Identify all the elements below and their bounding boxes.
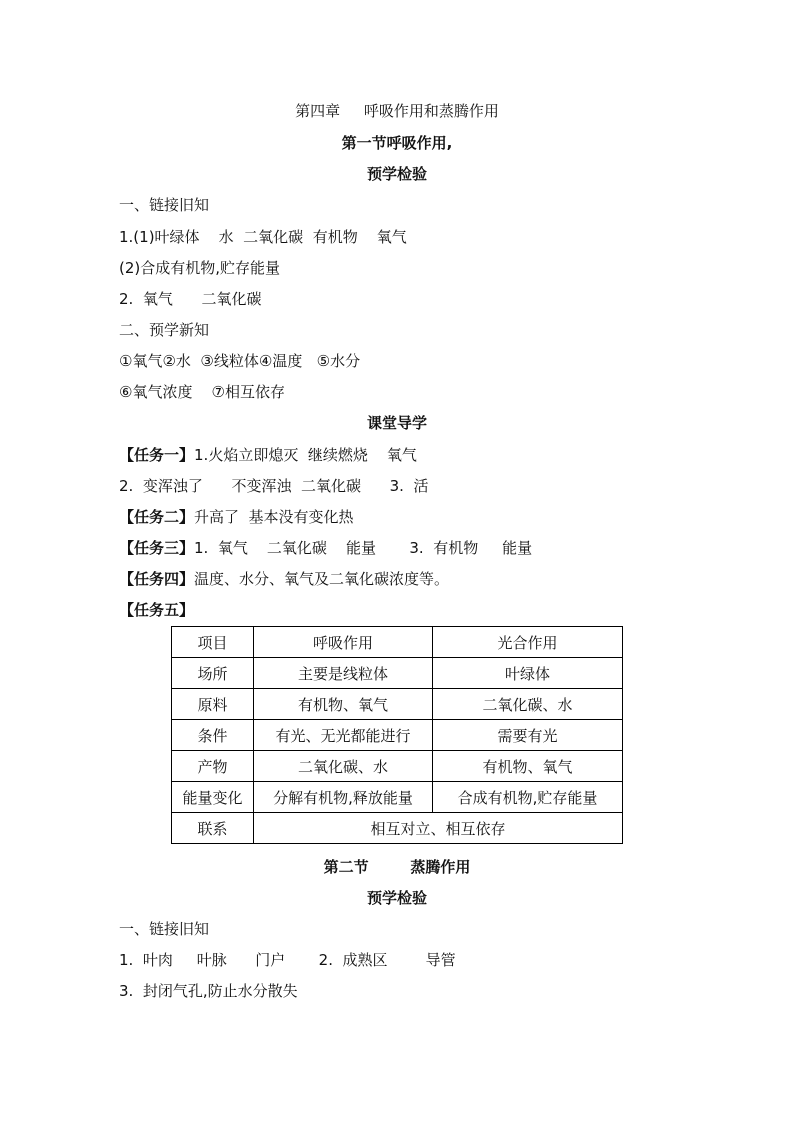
task-1 <box>119 445 417 465</box>
table-cell: 场所 <box>172 658 254 689</box>
table-cell: 二氧化碳、水 <box>254 751 433 782</box>
table-cell: 分解有机物,释放能量 <box>254 782 433 813</box>
task-text: 1. 氧气 二氧化碳 能量 3. 有机物 能量 <box>194 539 533 557</box>
section2-review-heading: 一、链接旧知 <box>119 920 210 938</box>
section1-review-line-2: (2)合成有机物,贮存能量 <box>119 259 281 277</box>
table-cell: 光合作用 <box>433 627 623 658</box>
table-cell: 合成有机物,贮存能量 <box>433 782 623 813</box>
table-row <box>172 658 623 689</box>
task-label: 【任务二】 <box>119 508 195 526</box>
section1-review-line-3: 2. 氧气 二氧化碳 <box>119 290 262 308</box>
table-row <box>172 751 623 782</box>
section1-new-heading: 二、预学新知 <box>119 321 210 339</box>
table-cell: 条件 <box>172 720 254 751</box>
chapter-title: 第四章 呼吸作用和蒸腾作用 <box>295 102 499 120</box>
comparison-table <box>171 626 623 844</box>
section1-new-line-2: ⑥氧气浓度 ⑦相互依存 <box>119 383 285 401</box>
table-cell: 需要有光 <box>433 720 623 751</box>
task-4 <box>119 569 449 589</box>
task-2 <box>119 507 354 527</box>
task-label: 【任务四】 <box>119 570 195 588</box>
task-label: 【任务一】 <box>119 446 195 464</box>
table-cell: 有机物、氧气 <box>433 751 623 782</box>
section2-review-line-1: 1. 叶肉 叶脉 门户 2. 成熟区 导管 <box>119 951 456 969</box>
task-text: 温度、水分、氧气及二氧化碳浓度等。 <box>194 570 450 588</box>
task-1-continued <box>119 476 428 496</box>
task-label: 【任务三】 <box>119 539 195 557</box>
section2-title: 第二节 蒸腾作用 <box>323 858 471 876</box>
table-cell: 能量变化 <box>172 782 254 813</box>
table-cell: 原料 <box>172 689 254 720</box>
table-cell: 产物 <box>172 751 254 782</box>
table-cell: 联系 <box>172 813 254 844</box>
section1-review-line-1: 1.(1)叶绿体 水 二氧化碳 有机物 氧气 <box>119 228 407 246</box>
task-text: 升高了 基本没有变化热 <box>194 508 354 526</box>
table-row <box>172 813 623 844</box>
section1-review-heading: 一、链接旧知 <box>119 196 210 214</box>
section2-preview-heading: 预学检验 <box>366 889 427 907</box>
table-row <box>172 720 623 751</box>
task-3 <box>119 538 532 558</box>
table-cell: 有光、无光都能进行 <box>254 720 433 751</box>
task-text: 2. 变浑浊了 不变浑浊 二氧化碳 3. 活 <box>119 477 429 495</box>
table-cell: 主要是线粒体 <box>254 658 433 689</box>
table-cell: 二氧化碳、水 <box>433 689 623 720</box>
table-cell: 项目 <box>172 627 254 658</box>
task-text: 1.火焰立即熄灭 继续燃烧 氧气 <box>194 446 417 464</box>
table-cell: 有机物、氧气 <box>254 689 433 720</box>
section2-review-line-2: 3. 封闭气孔,防止水分散失 <box>119 982 298 1000</box>
table-row <box>172 689 623 720</box>
table-cell: 叶绿体 <box>433 658 623 689</box>
table-header-row <box>172 627 623 658</box>
section1-title: 第一节呼吸作用, <box>341 134 453 152</box>
table-cell: 呼吸作用 <box>254 627 433 658</box>
section1-new-line-1: ①氧气②水 ③线粒体④温度 ⑤水分 <box>119 352 361 370</box>
task-label: 【任务五】 <box>119 601 195 619</box>
class-guide-heading: 课堂导学 <box>366 414 427 432</box>
table-row <box>172 782 623 813</box>
table-cell: 相互对立、相互依存 <box>254 813 623 844</box>
task-5 <box>119 600 194 620</box>
section1-preview-heading: 预学检验 <box>366 165 427 183</box>
